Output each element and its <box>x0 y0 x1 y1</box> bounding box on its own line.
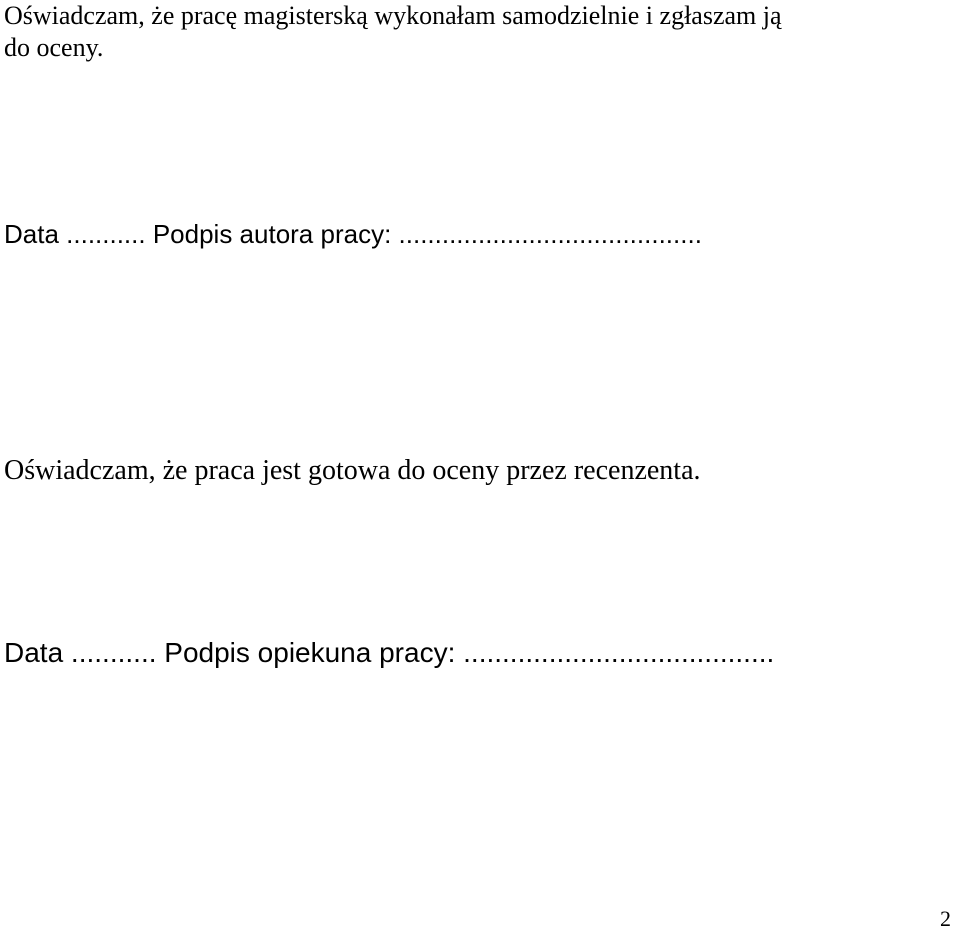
supervisor-signature-line: Data ........... Podpis opiekuna pracy: ........................................ <box>4 637 775 668</box>
supervisor-statement: Oświadczam, że praca jest gotowa do oceny przez recenzenta. <box>4 455 701 486</box>
author-statement-line-2: do oceny. <box>4 33 104 62</box>
author-signature-line: Data ........... Podpis autora pracy: .......................................... <box>4 219 702 249</box>
author-statement <box>4 0 782 64</box>
author-statement-line-1: Oświadczam, że pracę magisterską wykonałam samodzielnie i zgłaszam ją <box>4 1 782 30</box>
page-number: 2 <box>940 906 951 931</box>
